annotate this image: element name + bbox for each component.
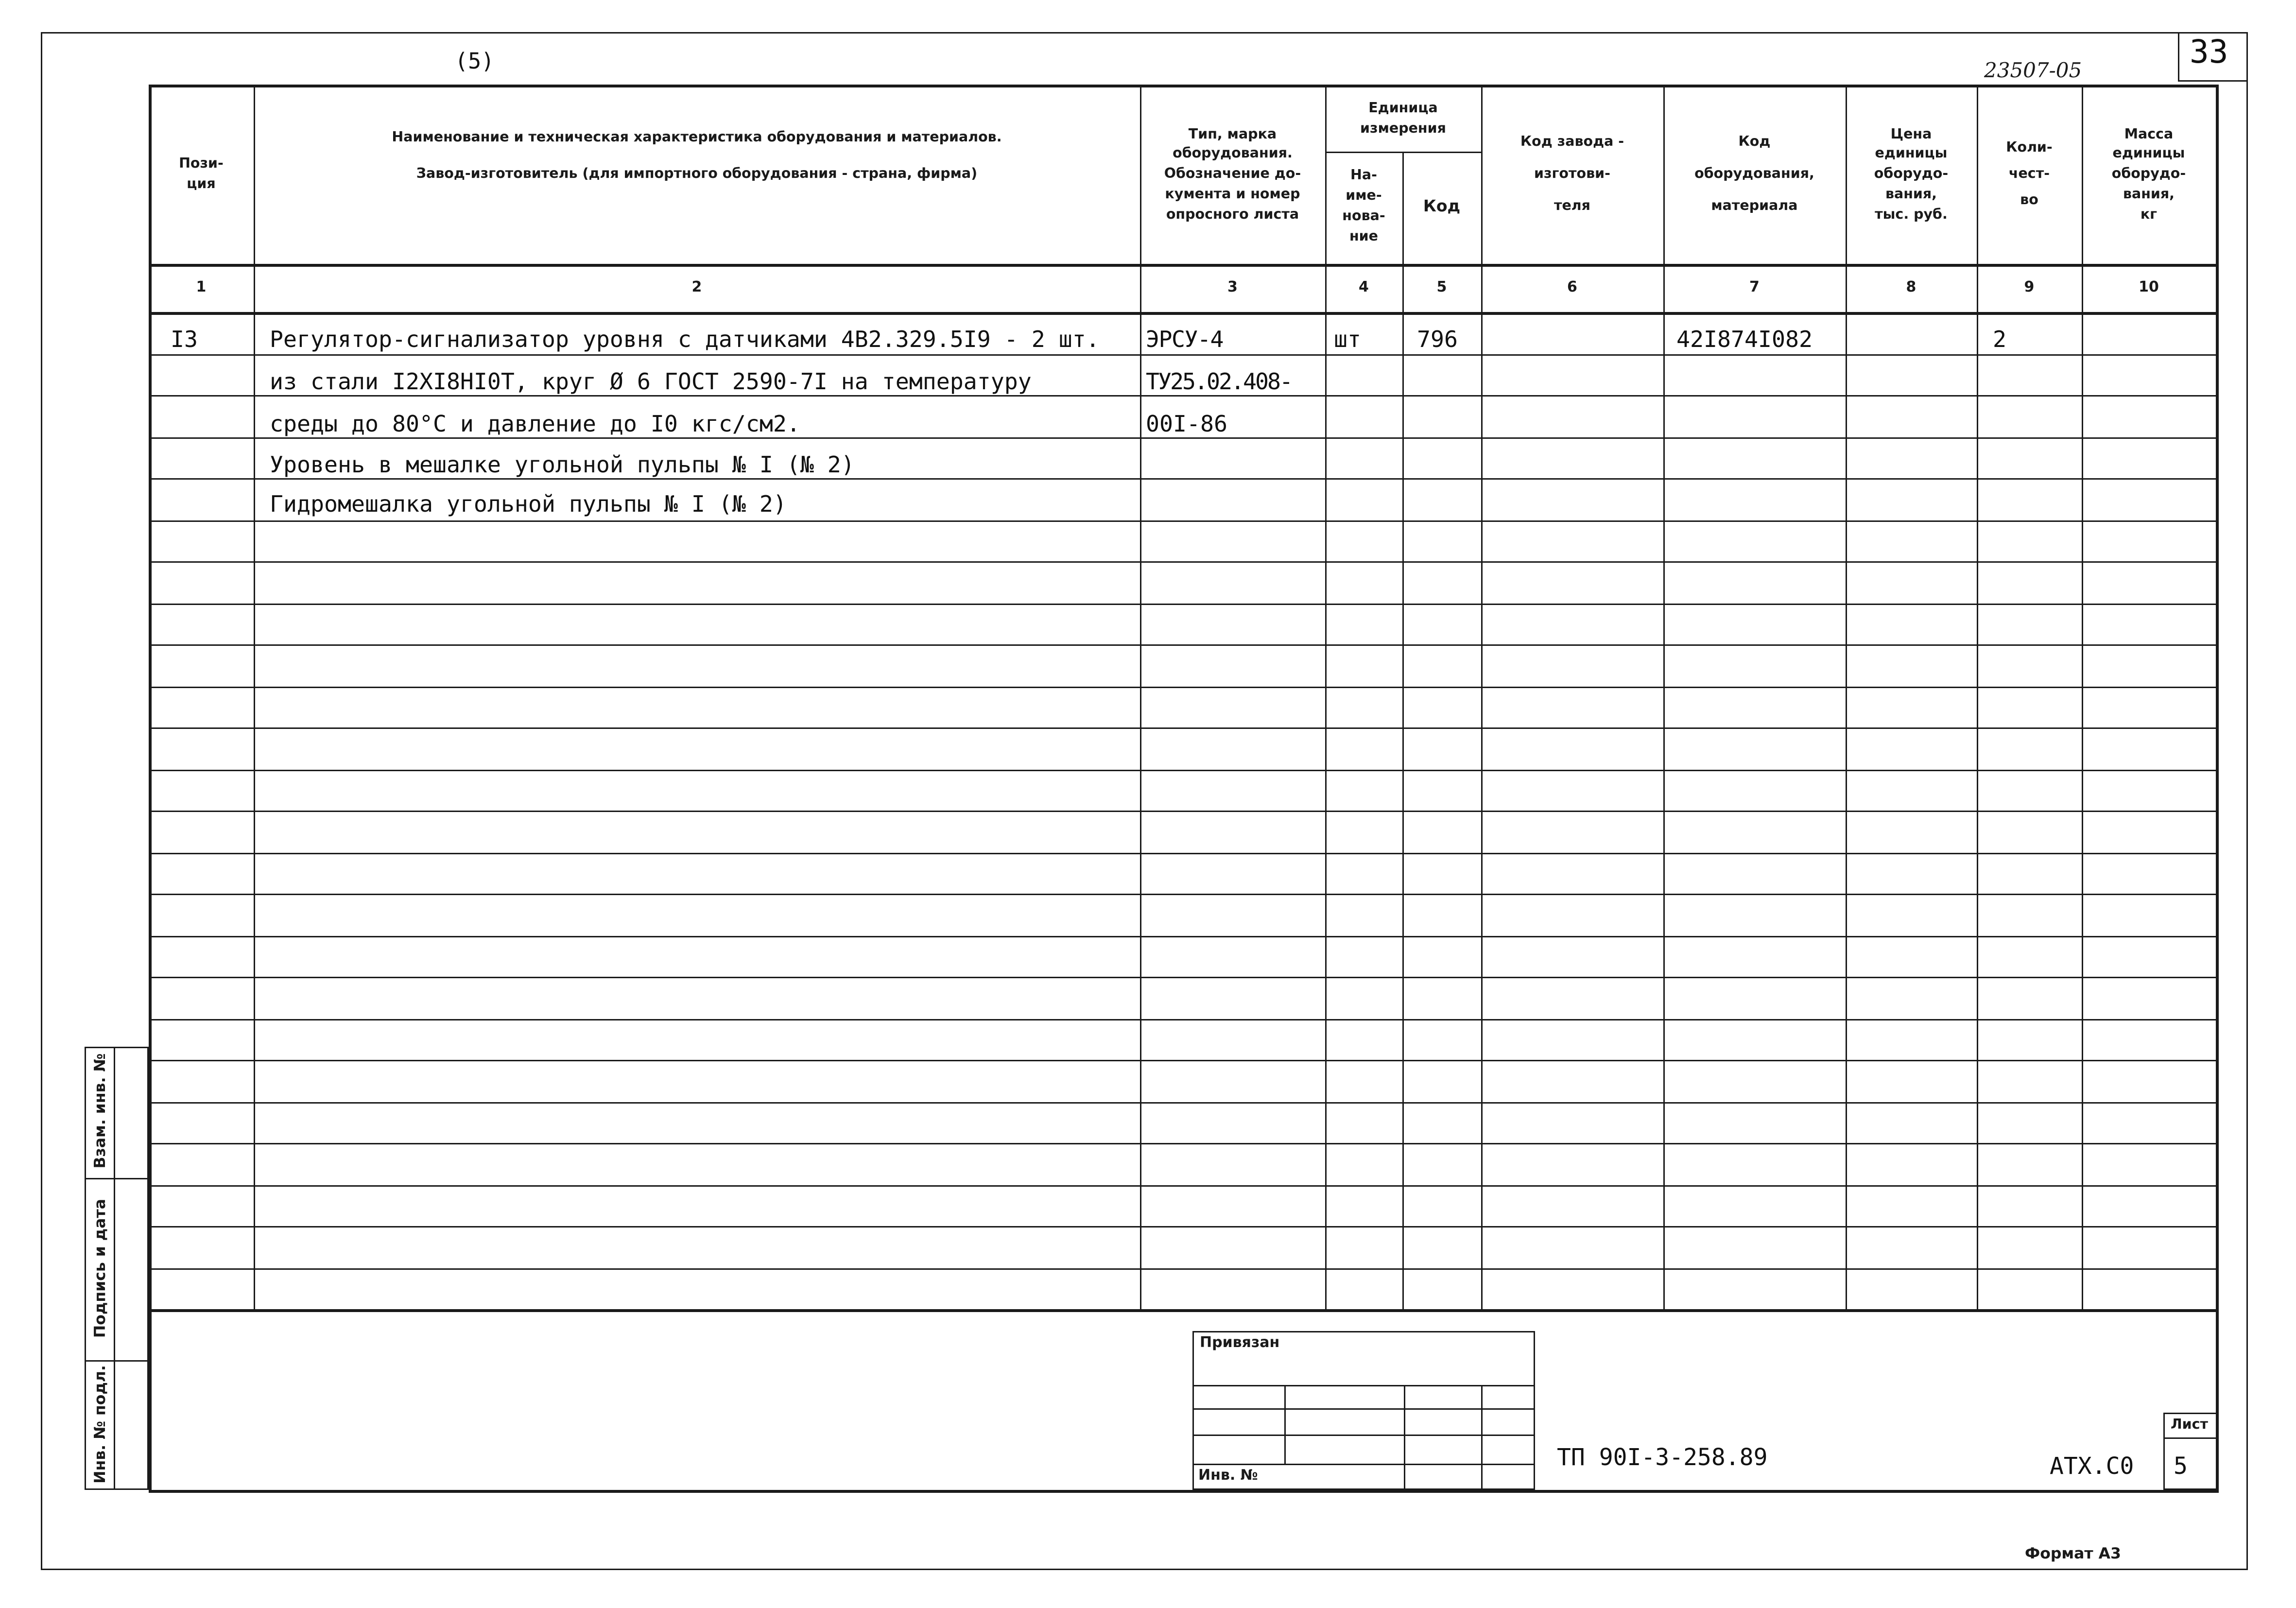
column-number-8: 8 <box>1906 280 1916 296</box>
side-stamp-signature-date: Подпись и дата <box>92 1198 109 1338</box>
inv-label: Инв. № <box>1198 1468 1258 1484</box>
cell-type: ЭРСУ-4 <box>1146 327 1223 353</box>
column-number-4: 4 <box>1359 280 1369 296</box>
document-code: ТП 90I-3-258.89 <box>1557 1443 1768 1471</box>
header-unit: Единица измерения <box>1360 101 1446 137</box>
linked-label: Привязан <box>1200 1335 1280 1351</box>
header-unit-price: Цена единицы оборудо- вания, тыс. руб. <box>1874 126 1949 223</box>
header-name: Наименование и техническая характеристика оборудования и материалов. Завод-изготовитель (для импортного оборудования - страна, фирма) <box>392 130 1002 182</box>
header-unit-code: Код <box>1423 197 1461 216</box>
cell-name: из стали I2XI8HI0T, круг Ø 6 ГОСТ 2590-7I на температуру <box>270 369 1032 395</box>
header-unit-mass: Масса единицы оборудо- вания, кг <box>2111 126 2186 223</box>
page-number: 33 <box>2190 35 2228 71</box>
column-number-3: 3 <box>1227 280 1238 296</box>
header-quantity: Коли- чест- во <box>2006 139 2053 209</box>
sheet-label: Лист <box>2171 1417 2209 1433</box>
linked-stamp-box <box>1192 1331 1535 1490</box>
part-marker: (5) <box>455 48 495 74</box>
cell-name: Регулятор-сигнализатор уровня с датчиками 4В2.329.5I9 - 2 шт. <box>270 327 1100 353</box>
header-unit-name: На- име- нова- ние <box>1342 168 1385 245</box>
cell-equipment-code: 42I874I082 <box>1676 327 1813 353</box>
column-number-5: 5 <box>1436 280 1447 296</box>
outer-frame <box>41 32 2248 1570</box>
header-factory-code: Код завода - изготови- теля <box>1520 134 1624 214</box>
cell-name: Уровень в мешалке угольной пульпы № I (№ 2) <box>270 452 855 478</box>
format-label: Формат А3 <box>2025 1545 2121 1563</box>
side-stamp-replace-inv: Взам. инв. № <box>92 1053 109 1169</box>
archive-number: 23507-05 <box>1984 60 2082 83</box>
column-number-2: 2 <box>691 280 702 296</box>
column-number-7: 7 <box>1749 280 1760 296</box>
header-type: Тип, марка оборудования. Обозначение до- кумента и номер опросного листа <box>1164 126 1301 223</box>
header-position: Пози- ция <box>179 156 224 192</box>
cell-quantity: 2 <box>1993 327 2007 353</box>
cell-name: среды до 80°С и давление до I0 кгс/см2. <box>270 411 800 437</box>
cell-unit: шт <box>1334 327 1362 353</box>
cell-type: 00I-86 <box>1146 411 1227 437</box>
header-equipment-code: Код оборудования, материала <box>1694 134 1814 214</box>
cell-name: Гидромешалка угольной пульпы № I (№ 2) <box>270 491 787 518</box>
side-stamp-original-inv: Инв. № подл. <box>92 1365 109 1484</box>
cell-type: ТУ25.02.408- <box>1146 369 1292 395</box>
column-number-6: 6 <box>1567 280 1577 296</box>
column-number-10: 10 <box>2139 280 2159 296</box>
column-number-1: 1 <box>196 280 207 296</box>
cell-position: I3 <box>171 327 198 353</box>
document-mark: АТХ.С0 <box>2050 1452 2134 1480</box>
sheet-number: 5 <box>2174 1452 2188 1480</box>
cell-unit-code: 796 <box>1417 327 1458 353</box>
column-number-9: 9 <box>2024 280 2035 296</box>
